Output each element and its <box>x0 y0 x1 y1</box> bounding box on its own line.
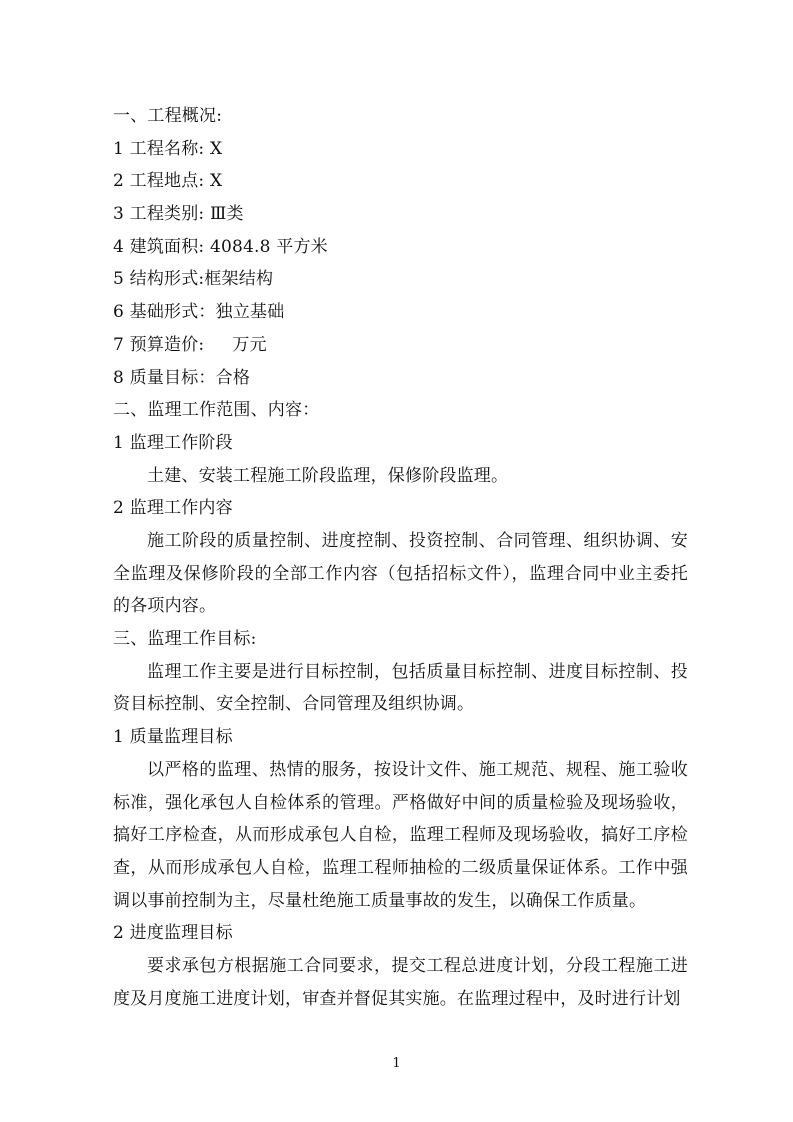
subheading-work-stage: 1 监理工作阶段 <box>113 432 233 453</box>
paragraph-work-content: 施工阶段的质量控制、进度控制、投资控制、合同管理、组织协调、安全监理及保修阶段的全部工作内容（包括招标文件），监理合同中业主委托的各项内容。 <box>113 530 688 617</box>
paragraph-work-stage: 土建、安装工程施工阶段监理，保修阶段监理。 <box>147 465 509 486</box>
page-number: 1 <box>392 1056 401 1071</box>
foundation-type-line: 6 基础形式：独立基础 <box>113 302 285 323</box>
project-category-line: 3 工程类别: Ⅲ类 <box>113 204 244 225</box>
building-area-line: 4 建筑面积: 4084.8 平方米 <box>113 236 328 257</box>
quality-target-line: 8 质量目标：合格 <box>113 367 251 388</box>
structure-type-line: 5 结构形式:框架结构 <box>113 269 274 290</box>
document-body <box>113 100 688 1015</box>
subheading-quality-goal: 1 质量监理目标 <box>113 727 233 748</box>
subheading-work-content: 2 监理工作内容 <box>113 498 233 519</box>
project-name-line: 1 工程名称: X <box>113 138 223 159</box>
project-location-line: 2 工程地点: X <box>113 171 223 192</box>
paragraph-goals: 监理工作主要是进行目标控制，包括质量目标控制、进度目标控制、投资目标控制、安全控制、合同管理及组织协调。 <box>113 661 688 715</box>
paragraph-quality-goal: 以严格的监理、热情的服务，按设计文件、施工规范、规程、施工验收标准，强化承包人自检体系的管理。严格做好中间的质量检验及现场验收，搞好工序检查，从而形成承包人自检，监理工程师及现场验收，搞好工序检查，从而形成承包人自检，监理工程师抽检的二级质量保证体系。工作中强调以事前控制为主，尽量杜绝施工质量事故的发生，以确保工作质量。 <box>113 759 688 911</box>
section-heading-overview: 一、工程概况: <box>113 106 223 126</box>
budget-cost-line: 7 预算造价: 万元 <box>113 334 267 355</box>
section-heading-scope: 二、监理工作范围、内容： <box>113 400 320 421</box>
paragraph-schedule-goal: 要求承包方根据施工合同要求，提交工程总进度计划，分段工程施工进度及月度施工进度计划，审查并督促其实施。在监理过程中，及时进行计划 <box>113 956 688 1009</box>
section-heading-goals: 三、监理工作目标: <box>113 629 257 650</box>
subheading-schedule-goal: 2 进度监理目标 <box>113 923 233 944</box>
